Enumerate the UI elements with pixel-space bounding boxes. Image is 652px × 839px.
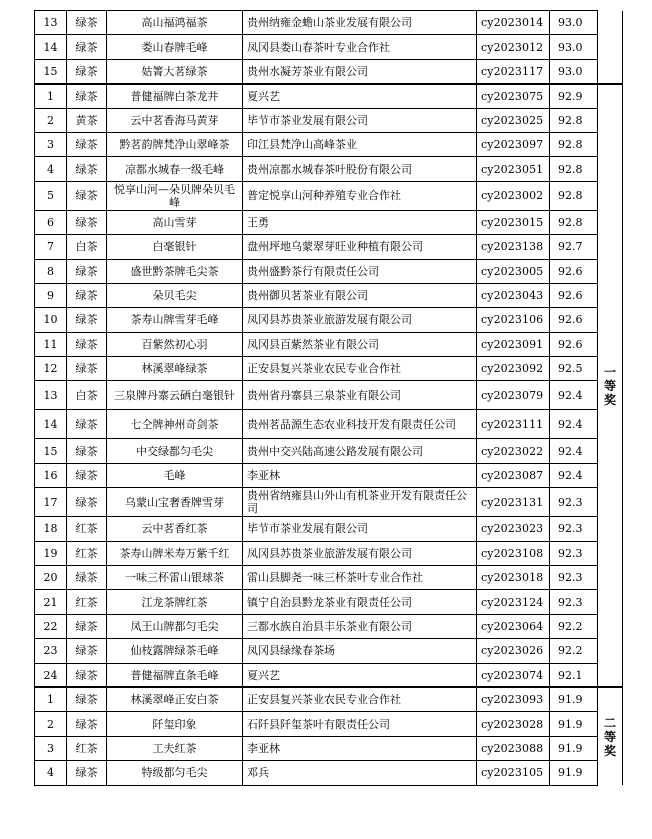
entry-code: cy2023105 [477, 761, 550, 785]
score: 91.9 [550, 687, 598, 711]
product-name: 中交绿都匀毛尖 [107, 439, 243, 463]
entry-code: cy2023023 [477, 517, 550, 541]
tea-category: 红茶 [67, 517, 107, 541]
company-name: 贵州中交兴陆高速公路发展有限公司 [243, 439, 477, 463]
tea-category: 绿茶 [67, 283, 107, 307]
company-name: 凤冈县娄山春茶叶专业合作社 [243, 35, 477, 59]
product-name: 姑箐大茗绿茶 [107, 59, 243, 83]
tea-category: 白茶 [67, 381, 107, 410]
tea-category: 绿茶 [67, 357, 107, 381]
tea-category: 绿茶 [67, 410, 107, 439]
tea-category: 绿茶 [67, 84, 107, 108]
row-number: 3 [35, 132, 67, 156]
row-number: 24 [35, 663, 67, 687]
table-row [35, 35, 623, 59]
score: 92.3 [550, 488, 598, 517]
company-name: 凤冈县绿缘春茶场 [243, 639, 477, 663]
entry-code: cy2023015 [477, 210, 550, 234]
entry-code: cy2023131 [477, 488, 550, 517]
company-name: 夏兴艺 [243, 663, 477, 687]
table-row [35, 308, 623, 332]
product-name: 高山雪芽 [107, 210, 243, 234]
table-row [35, 283, 623, 307]
product-name: 普健福牌直条毛峰 [107, 663, 243, 687]
tea-category: 绿茶 [67, 566, 107, 590]
table-row [35, 59, 623, 83]
score: 93.0 [550, 59, 598, 83]
product-name: 娄山春牌毛峰 [107, 35, 243, 59]
entry-code: cy2023106 [477, 308, 550, 332]
score: 93.0 [550, 35, 598, 59]
product-name: 普健福牌白茶龙井 [107, 84, 243, 108]
award-level [598, 687, 623, 785]
score: 92.5 [550, 357, 598, 381]
entry-code: cy2023124 [477, 590, 550, 614]
company-name: 贵州省纳雍县山外山有机茶业开发有限责任公司 [243, 488, 477, 517]
entry-code: cy2023088 [477, 736, 550, 760]
entry-code: cy2023117 [477, 59, 550, 83]
tea-category: 绿茶 [67, 132, 107, 156]
row-number: 15 [35, 59, 67, 83]
entry-code: cy2023091 [477, 332, 550, 356]
product-name: 林溪翠峰绿茶 [107, 357, 243, 381]
score: 92.4 [550, 381, 598, 410]
tea-category: 绿茶 [67, 687, 107, 711]
tea-category: 绿茶 [67, 210, 107, 234]
entry-code: cy2023079 [477, 381, 550, 410]
table-row [35, 639, 623, 663]
row-number: 20 [35, 566, 67, 590]
tea-category: 绿茶 [67, 59, 107, 83]
row-number: 14 [35, 35, 67, 59]
table-row [35, 463, 623, 487]
company-name: 贵州水凝芳茶业有限公司 [243, 59, 477, 83]
tea-category: 黄茶 [67, 108, 107, 132]
row-number: 19 [35, 541, 67, 565]
tea-category: 绿茶 [67, 463, 107, 487]
company-name: 李亚林 [243, 736, 477, 760]
company-name: 贵州御贝茗茶业有限公司 [243, 283, 477, 307]
company-name: 盘州坪地乌蒙翠芽旺业种植有限公司 [243, 235, 477, 259]
award-level-label: 一等奖 [604, 364, 617, 407]
company-name: 石阡县阡玺茶叶有限责任公司 [243, 712, 477, 736]
table-row [35, 614, 623, 638]
product-name: 林溪翠峰正安白茶 [107, 687, 243, 711]
row-number: 5 [35, 181, 67, 210]
tea-category: 白茶 [67, 235, 107, 259]
product-name: 盛世黔茶牌毛尖茶 [107, 259, 243, 283]
row-number: 23 [35, 639, 67, 663]
product-name: 云中茗香海马黄芽 [107, 108, 243, 132]
score: 92.3 [550, 517, 598, 541]
score: 92.8 [550, 132, 598, 156]
entry-code: cy2023043 [477, 283, 550, 307]
entry-code: cy2023075 [477, 84, 550, 108]
product-name: 七仝牌神州奇剑茶 [107, 410, 243, 439]
table-row [35, 11, 623, 35]
tea-category: 绿茶 [67, 761, 107, 785]
tea-category: 绿茶 [67, 663, 107, 687]
company-name: 正安县复兴茶业农民专业合作社 [243, 687, 477, 711]
tea-category: 绿茶 [67, 332, 107, 356]
row-number: 18 [35, 517, 67, 541]
row-number: 15 [35, 439, 67, 463]
tea-category: 绿茶 [67, 488, 107, 517]
table-row [35, 439, 623, 463]
score: 92.3 [550, 590, 598, 614]
entry-code: cy2023028 [477, 712, 550, 736]
score: 93.0 [550, 11, 598, 35]
company-name: 镇宁自治县黔龙茶业有限责任公司 [243, 590, 477, 614]
row-number: 12 [35, 357, 67, 381]
product-name: 悦享山河—朵贝牌朵贝毛峰 [107, 181, 243, 210]
company-name: 贵州盛黔茶行有限责任公司 [243, 259, 477, 283]
tea-category: 红茶 [67, 736, 107, 760]
table-row [35, 132, 623, 156]
product-name: 乌蒙山宝奢香牌雪芽 [107, 488, 243, 517]
score: 92.9 [550, 84, 598, 108]
tea-category: 绿茶 [67, 712, 107, 736]
tea-category: 绿茶 [67, 35, 107, 59]
score: 92.6 [550, 308, 598, 332]
product-name: 阡玺印象 [107, 712, 243, 736]
table-row [35, 517, 623, 541]
table-row [35, 566, 623, 590]
score: 92.6 [550, 259, 598, 283]
tea-category: 绿茶 [67, 259, 107, 283]
company-name: 正安县复兴茶业农民专业合作社 [243, 357, 477, 381]
row-number: 10 [35, 308, 67, 332]
tea-category: 红茶 [67, 541, 107, 565]
table-row [35, 663, 623, 687]
product-name: 朵贝毛尖 [107, 283, 243, 307]
product-name: 凉都水城春一级毛峰 [107, 157, 243, 181]
row-number: 9 [35, 283, 67, 307]
tea-category: 绿茶 [67, 181, 107, 210]
row-number: 22 [35, 614, 67, 638]
score: 92.8 [550, 181, 598, 210]
table-row [35, 712, 623, 736]
company-name: 凤冈县百紫然茶业有限公司 [243, 332, 477, 356]
product-name: 江龙茶牌红茶 [107, 590, 243, 614]
award-level [598, 11, 623, 84]
product-name: 毛峰 [107, 463, 243, 487]
company-name: 贵州省丹寨县三泉茶业有限公司 [243, 381, 477, 410]
table-row [35, 381, 623, 410]
score: 92.7 [550, 235, 598, 259]
score: 91.9 [550, 712, 598, 736]
company-name: 夏兴艺 [243, 84, 477, 108]
entry-code: cy2023093 [477, 687, 550, 711]
entry-code: cy2023087 [477, 463, 550, 487]
company-name: 雷山县脚尧一味三杯茶叶专业合作社 [243, 566, 477, 590]
row-number: 2 [35, 108, 67, 132]
score: 92.6 [550, 283, 598, 307]
row-number: 21 [35, 590, 67, 614]
company-name: 普定悦享山河种养殖专业合作社 [243, 181, 477, 210]
product-name: 一味三杯雷山银球茶 [107, 566, 243, 590]
table-row [35, 410, 623, 439]
company-name: 印江县梵净山高峰茶业 [243, 132, 477, 156]
company-name: 贵州凉都水城春茶叶股份有限公司 [243, 157, 477, 181]
table-row [35, 210, 623, 234]
table-row [35, 357, 623, 381]
product-name: 仙枝露牌绿茶毛峰 [107, 639, 243, 663]
product-name: 凤王山牌都匀毛尖 [107, 614, 243, 638]
row-number: 6 [35, 210, 67, 234]
score: 92.2 [550, 639, 598, 663]
tea-category: 绿茶 [67, 439, 107, 463]
entry-code: cy2023097 [477, 132, 550, 156]
table-row [35, 108, 623, 132]
entry-code: cy2023051 [477, 157, 550, 181]
row-number: 7 [35, 235, 67, 259]
table-row [35, 541, 623, 565]
entry-code: cy2023108 [477, 541, 550, 565]
entry-code: cy2023138 [477, 235, 550, 259]
tea-category: 绿茶 [67, 157, 107, 181]
entry-code: cy2023002 [477, 181, 550, 210]
table-row [35, 590, 623, 614]
entry-code: cy2023026 [477, 639, 550, 663]
row-number: 8 [35, 259, 67, 283]
entry-code: cy2023092 [477, 357, 550, 381]
row-number: 14 [35, 410, 67, 439]
score: 92.8 [550, 108, 598, 132]
table-row [35, 259, 623, 283]
row-number: 1 [35, 84, 67, 108]
score: 92.3 [550, 566, 598, 590]
table-row [35, 736, 623, 760]
entry-code: cy2023025 [477, 108, 550, 132]
row-number: 13 [35, 381, 67, 410]
score: 92.4 [550, 439, 598, 463]
tea-category: 红茶 [67, 590, 107, 614]
product-name: 黔茗韵牌梵净山翠峰茶 [107, 132, 243, 156]
entry-code: cy2023018 [477, 566, 550, 590]
award-level [598, 84, 623, 688]
table-row [35, 181, 623, 210]
tea-category: 绿茶 [67, 639, 107, 663]
table-row [35, 488, 623, 517]
table-row [35, 687, 623, 711]
company-name: 王勇 [243, 210, 477, 234]
row-number: 11 [35, 332, 67, 356]
tea-category: 绿茶 [67, 11, 107, 35]
entry-code: cy2023111 [477, 410, 550, 439]
entry-code: cy2023014 [477, 11, 550, 35]
score: 91.9 [550, 761, 598, 785]
tea-category: 绿茶 [67, 614, 107, 638]
row-number: 4 [35, 761, 67, 785]
score: 92.4 [550, 463, 598, 487]
entry-code: cy2023064 [477, 614, 550, 638]
company-name: 贵州纳雍金蟾山茶业发展有限公司 [243, 11, 477, 35]
row-number: 17 [35, 488, 67, 517]
award-results-table [34, 10, 623, 786]
entry-code: cy2023005 [477, 259, 550, 283]
product-name: 茶寿山牌雪芽毛峰 [107, 308, 243, 332]
score: 92.8 [550, 210, 598, 234]
company-name: 凤冈县苏贵茶业旅游发展有限公司 [243, 308, 477, 332]
row-number: 16 [35, 463, 67, 487]
product-name: 茶寿山牌米寿万紫千红 [107, 541, 243, 565]
company-name: 李亚林 [243, 463, 477, 487]
score: 92.8 [550, 157, 598, 181]
row-number: 3 [35, 736, 67, 760]
product-name: 百紫然初心羽 [107, 332, 243, 356]
table-row [35, 332, 623, 356]
score: 91.9 [550, 736, 598, 760]
product-name: 云中茗香红茶 [107, 517, 243, 541]
score: 92.2 [550, 614, 598, 638]
award-table-body [35, 11, 623, 786]
row-number: 4 [35, 157, 67, 181]
score: 92.6 [550, 332, 598, 356]
row-number: 2 [35, 712, 67, 736]
company-name: 贵州茗品源生态农业科技开发有限责任公司 [243, 410, 477, 439]
company-name: 毕节市茶业发展有限公司 [243, 108, 477, 132]
entry-code: cy2023074 [477, 663, 550, 687]
score: 92.3 [550, 541, 598, 565]
company-name: 毕节市茶业发展有限公司 [243, 517, 477, 541]
score: 92.4 [550, 410, 598, 439]
company-name: 邓兵 [243, 761, 477, 785]
score: 92.1 [550, 663, 598, 687]
entry-code: cy2023022 [477, 439, 550, 463]
company-name: 三都水族自治县丰乐茶业有限公司 [243, 614, 477, 638]
table-row [35, 235, 623, 259]
table-row [35, 157, 623, 181]
row-number: 1 [35, 687, 67, 711]
award-level-label: 二等奖 [604, 715, 617, 758]
table-row [35, 84, 623, 108]
table-row [35, 761, 623, 785]
product-name: 特级都匀毛尖 [107, 761, 243, 785]
entry-code: cy2023012 [477, 35, 550, 59]
product-name: 高山福鸿福茶 [107, 11, 243, 35]
product-name: 工夫红茶 [107, 736, 243, 760]
tea-category: 绿茶 [67, 308, 107, 332]
company-name: 凤冈县苏贵茶业旅游发展有限公司 [243, 541, 477, 565]
product-name: 三泉牌丹寨云硒白毫银针 [107, 381, 243, 410]
row-number: 13 [35, 11, 67, 35]
product-name: 白毫银针 [107, 235, 243, 259]
